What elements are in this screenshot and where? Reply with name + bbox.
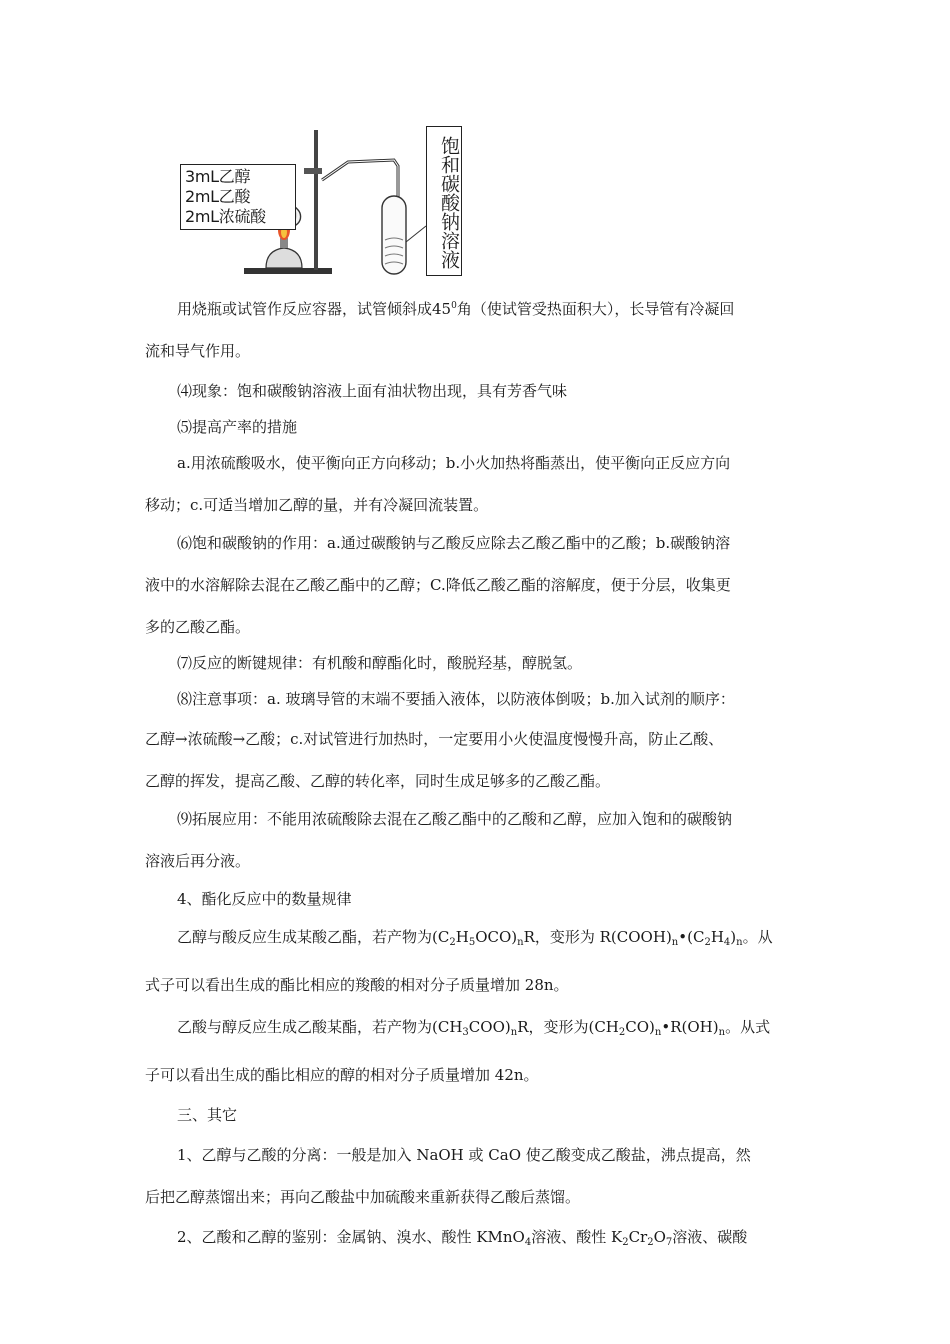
item-4: ⑷现象：饱和碳酸钠溶液上面有油状物出现，具有芳香气味 <box>177 382 568 400</box>
other-paragraph-line: 后把乙醇蒸馏出来；再向乙酸盐中加硫酸来重新获得乙酸后蒸馏。 <box>145 1188 581 1206</box>
esterification-apparatus-figure <box>172 122 472 282</box>
item-5-line: a.用浓硫酸吸水，使平衡向正方向移动；b.小火加热将酯蒸出，使平衡向正反应方向 <box>177 454 731 472</box>
superscript: 0 <box>451 301 457 311</box>
reagent-line: 2mL乙酸 <box>185 187 251 206</box>
reagent-line: 3mL乙醇 <box>185 167 251 186</box>
other-paragraph: 2、乙酸和乙醇的鉴别：金属钠、溴水、酸性 KMnO$_4$溶液、酸性 $K_2Cr_2O_7$溶液、碳酸 <box>177 1228 748 1248</box>
formula-paragraph: 乙醇与酸反应生成某酸乙酯，若产物为$(C_2H_5OCO)_nR$，变形为 $R(COOH)_n•(C_2H_4)_n$。从 <box>177 928 773 948</box>
item-6-line: ⑹饱和碳酸钠的作用：a.通过碳酸钠与乙酸反应除去乙酸乙酯中的乙酸；b.碳酸钠溶 <box>177 534 731 552</box>
reagent-label-box <box>180 164 296 230</box>
item-8-line: 乙醇的挥发，提高乙酸、乙醇的转化率，同时生成足够多的乙酸乙酯。 <box>145 772 611 790</box>
formula-paragraph-line: 子可以看出生成的酯比相应的醇的相对分子质量增加 42n。 <box>145 1066 539 1084</box>
item-6-line: 多的乙酸乙酯。 <box>145 618 251 636</box>
formula-paragraph: 乙酸与醇反应生成乙酸某酯，若产物为$(CH_3COO)_nR$，变形为$(CH_2CO)_n•R(OH)_n$。从式 <box>177 1018 771 1038</box>
solution-label-box: 饱和碳酸钠溶液 <box>426 126 462 276</box>
item-5-title: ⑸提高产率的措施 <box>177 418 298 436</box>
section-4-title: 4、酯化反应中的数量规律 <box>177 890 352 908</box>
item-9-line: ⑼拓展应用：不能用浓硫酸除去混在乙酸乙酯中的乙酸和乙醇，应加入饱和的碳酸钠 <box>177 810 733 828</box>
stand-base <box>244 268 332 274</box>
item-8-line: ⑻注意事项：a. 玻璃导管的末端不要插入液体，以防液体倒吸；b.加入试剂的顺序： <box>177 690 735 708</box>
item-7: ⑺反应的断键规律：有机酸和醇酯化时，酸脱羟基，醇脱氢。 <box>177 654 583 672</box>
item-6-line: 液中的水溶解除去混在乙酸乙酯中的乙醇；C.降低乙酸乙酯的溶解度，便于分层，收集更 <box>145 576 731 594</box>
stand-clamp <box>304 168 322 174</box>
text-run: 角（使试管受热面积大），长导管有冷凝回 <box>456 300 735 318</box>
paragraph-line: 流和导气作用。 <box>145 342 251 360</box>
item-8-line: 乙醇→浓硫酸→乙酸；c.对试管进行加热时，一定要用小火使温度慢慢升高，防止乙酸、 <box>145 730 724 748</box>
formula-paragraph-line: 式子可以看出生成的酯比相应的羧酸的相对分子质量增加 28n。 <box>145 976 569 994</box>
stand-rod <box>314 130 318 270</box>
reagent-line: 2mL浓硫酸 <box>185 207 266 226</box>
label-pointer <box>406 226 426 242</box>
item-5-line: 移动；c.可适当增加乙醇的量，并有冷凝回流装置。 <box>145 496 489 514</box>
alcohol-lamp <box>266 248 302 268</box>
document-body <box>145 296 810 1253</box>
section-other-title: 三、其它 <box>177 1106 238 1124</box>
text-run: 用烧瓶或试管作反应容器，试管倾斜成45 <box>177 300 452 318</box>
paragraph <box>145 296 810 319</box>
item-9-line: 溶液后再分液。 <box>145 852 251 870</box>
other-paragraph-line: 1、乙醇与乙酸的分离：一般是加入 NaOH 或 CaO 使乙酸变成乙酸盐，沸点提高，然 <box>177 1146 751 1164</box>
